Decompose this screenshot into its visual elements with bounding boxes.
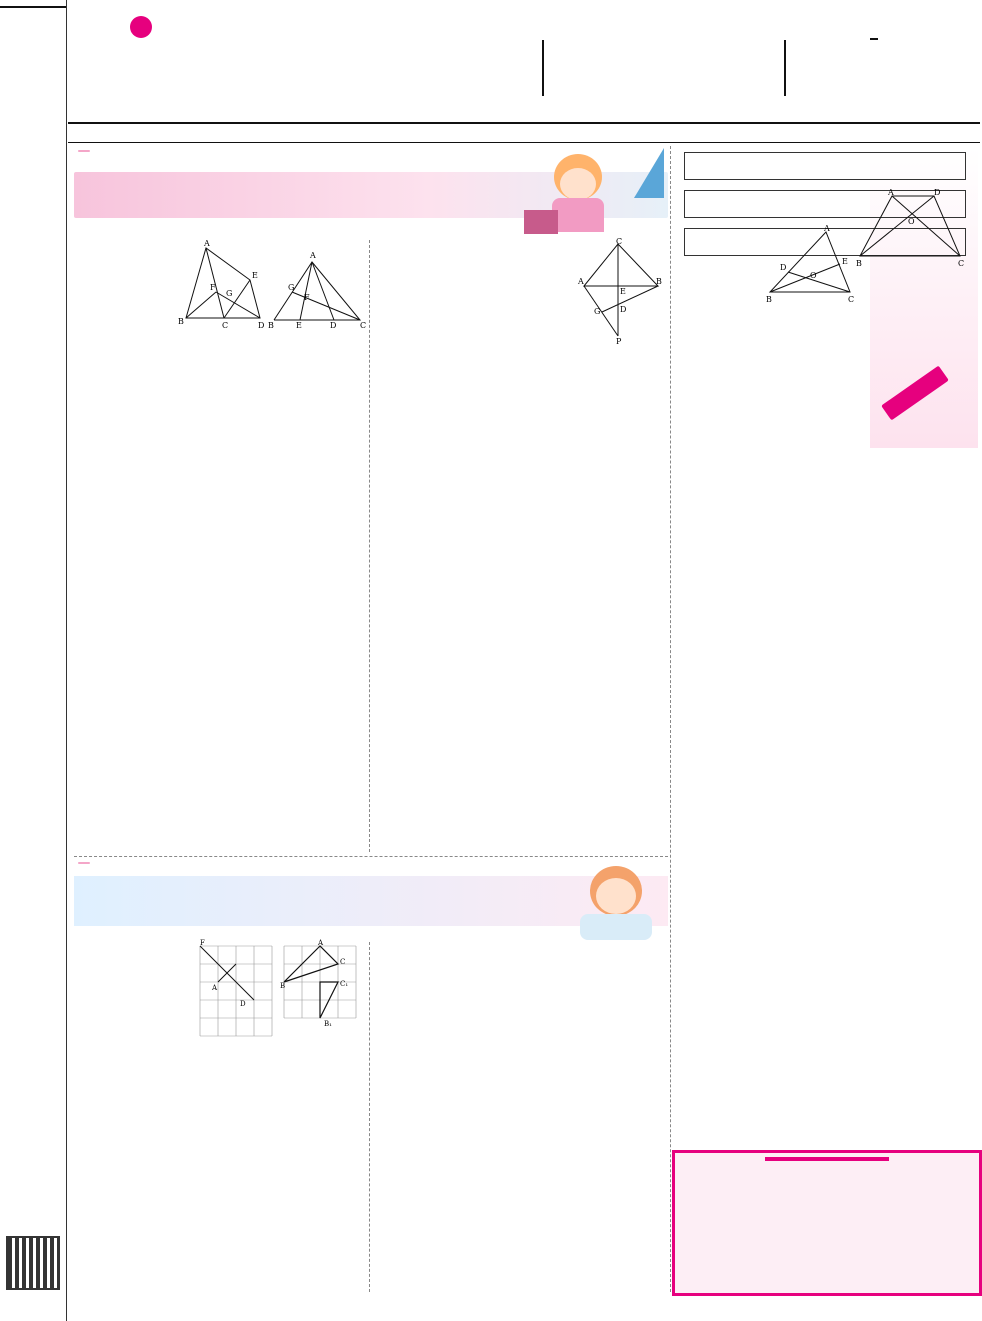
svg-text:G: G <box>594 307 601 316</box>
svg-text:E: E <box>252 271 258 280</box>
subject-title <box>870 38 878 40</box>
svg-text:D: D <box>258 321 265 330</box>
svg-text:B: B <box>766 295 772 304</box>
svg-text:F: F <box>304 293 310 302</box>
svg-text:P: P <box>616 337 622 346</box>
set-square-icon <box>634 148 664 198</box>
svg-text:E: E <box>620 287 626 296</box>
svg-text:D: D <box>330 321 337 330</box>
column-divider-2 <box>369 942 370 1292</box>
svg-text:C₁: C₁ <box>340 980 349 988</box>
svg-text:O: O <box>810 271 817 280</box>
svg-text:F: F <box>200 939 205 947</box>
section1-tag <box>78 150 90 152</box>
svg-text:D: D <box>934 188 941 197</box>
svg-text:F: F <box>210 283 216 292</box>
section3-flow <box>684 148 966 308</box>
svg-text:C: C <box>222 321 229 330</box>
section2-tag <box>78 862 90 864</box>
publisher-info-bar <box>68 122 980 143</box>
svg-text:A: A <box>212 984 218 992</box>
section1-banner <box>74 146 668 240</box>
section-divider <box>74 856 668 857</box>
svg-text:A: A <box>310 251 316 260</box>
svg-text:A: A <box>318 939 324 947</box>
svg-text:B: B <box>178 317 184 326</box>
svg-text:A: A <box>204 239 210 248</box>
svg-text:O: O <box>908 217 915 226</box>
svg-text:A: A <box>888 188 894 197</box>
svg-text:B: B <box>280 982 286 990</box>
s2-figure-1 <box>280 939 364 1038</box>
weekly-lecture-box <box>672 1150 982 1296</box>
svg-text:C: C <box>848 295 855 304</box>
svg-text:E: E <box>296 321 302 330</box>
cartoon-girl-icon <box>524 150 634 234</box>
figure-2 <box>176 240 264 340</box>
svg-text:A: A <box>824 224 830 233</box>
left-sidebar-strip <box>0 0 67 1321</box>
svg-text:B: B <box>656 277 662 286</box>
masthead <box>68 0 980 122</box>
issue-box <box>542 40 786 96</box>
s3-figure-2 <box>766 224 856 308</box>
weekly-title <box>765 1157 889 1161</box>
svg-text:B: B <box>856 259 862 268</box>
editor-info <box>0 0 66 2</box>
svg-text:C: C <box>958 259 965 268</box>
right-column-divider <box>670 146 671 1292</box>
section2-banner <box>74 860 668 942</box>
svg-text:E: E <box>842 257 848 266</box>
svg-text:D: D <box>620 305 627 314</box>
svg-text:C: C <box>340 958 346 966</box>
figure-1 <box>264 240 367 344</box>
figure-3 <box>578 237 662 350</box>
section1-right-flow <box>376 237 662 350</box>
svg-text:B₁: B₁ <box>324 1020 332 1028</box>
svg-text:G: G <box>288 283 295 292</box>
weekly-body <box>675 1167 979 1169</box>
svg-text:G: G <box>226 289 233 298</box>
s3-figure-1 <box>856 190 966 274</box>
s2-figure-2 <box>196 939 280 1062</box>
column-divider <box>369 240 370 852</box>
section1-left-flow <box>76 239 367 344</box>
svg-text:C: C <box>360 321 367 330</box>
pencil-icon <box>881 366 949 421</box>
qr-code <box>6 1236 60 1290</box>
subject-block <box>768 28 980 45</box>
section2-left-flow <box>76 939 364 1062</box>
svg-text:D: D <box>240 1000 246 1008</box>
mine-1-answer-box[interactable] <box>684 152 966 180</box>
cartoon-boy-icon <box>570 864 662 940</box>
logo-icon <box>130 16 152 38</box>
svg-text:D: D <box>780 263 787 272</box>
svg-text:C: C <box>616 237 623 246</box>
svg-text:B: B <box>268 321 274 330</box>
svg-text:A: A <box>578 277 584 286</box>
